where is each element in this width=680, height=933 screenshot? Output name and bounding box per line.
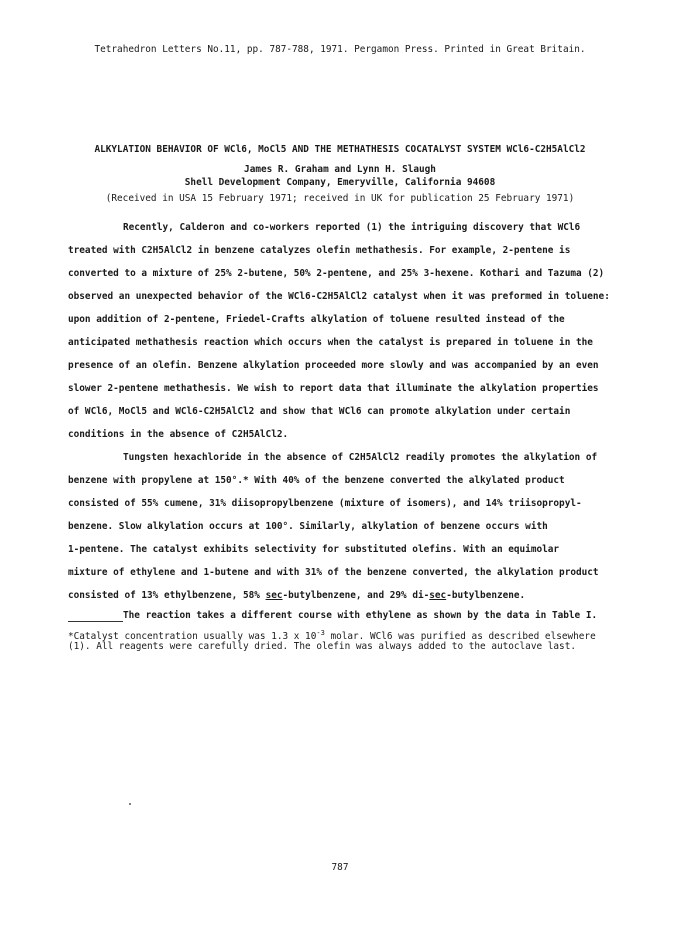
specks-mark <box>129 803 131 805</box>
running-head: Tetrahedron Letters No.11, pp. 787-788, 1971. Pergamon Press. Printed in Great Britain. <box>94 44 586 55</box>
text-run: *Catalyst concentration usually was 1.3 x 10 <box>68 631 317 643</box>
authors: James R. Graham and Lynn H. Slaugh <box>244 164 436 175</box>
received-dates: (Received in USA 15 February 1971; received in UK for publication 25 February 1971) <box>105 193 575 204</box>
body-line <box>68 590 525 602</box>
body-line: slower 2-pentene methathesis. We wish to report data that illuminate the alkylation properties <box>68 383 599 394</box>
footnote-rule <box>68 621 123 622</box>
italic-term: sec <box>265 590 283 601</box>
body-line: of WCl6, MoCl5 and WCl6-C2H5AlCl2 and show that WCl6 can promote alkylation under certain <box>68 406 571 417</box>
body-line: converted to a mixture of 25% 2-butene, 50% 2-pentene, and 25% 3-hexene. Kothari and Tazuma (2) <box>68 268 605 279</box>
superscript: -3 <box>316 629 325 637</box>
body-line: anticipated methathesis reaction which occurs when the catalyst is prepared in toluene in the <box>68 337 593 348</box>
footnote-line: (1). All reagents were carefully dried. The olefin was always added to the autoclave last. <box>68 641 576 652</box>
body-line: presence of an olefin. Benzene alkylation proceeded more slowly and was accompanied by an even <box>68 360 599 371</box>
page-number: 787 <box>331 862 349 873</box>
affiliation: Shell Development Company, Emeryville, California 94608 <box>184 177 496 188</box>
body-line: treated with C2H5AlCl2 in benzene catalyzes olefin methathesis. For example, 2-pentene is <box>68 245 571 256</box>
body-line: mixture of ethylene and 1-butene and with 31% of the benzene converted, the alkylation product <box>68 567 599 578</box>
body-line: observed an unexpected behavior of the WCl6-C2H5AlCl2 catalyst when it was preformed in toluene: <box>68 291 610 302</box>
text-run: -butylbenzene. <box>446 590 526 601</box>
text-run: consisted of 13% ethylbenzene, 58% <box>68 590 266 601</box>
text-run: -butylbenzene, and 29% di- <box>282 590 430 601</box>
text-run: molar. WCl6 was purified as described elsewhere <box>324 631 596 643</box>
body-line: 1-pentene. The catalyst exhibits selectivity for substituted olefins. With an equimolar <box>68 544 560 555</box>
paragraph-3: The reaction takes a different course with ethylene as shown by the data in Table I. <box>123 610 598 621</box>
body-line: conditions in the absence of C2H5AlCl2. <box>68 429 289 440</box>
italic-term: sec <box>429 590 447 601</box>
body-line: upon addition of 2-pentene, Friedel-Crafts alkylation of toluene resulted instead of the <box>68 314 565 325</box>
body-line: consisted of 55% cumene, 31% diisopropylbenzene (mixture of isomers), and 14% triisopropyl- <box>68 498 582 509</box>
body-line: Tungsten hexachloride in the absence of C2H5AlCl2 readily promotes the alkylation of <box>123 452 598 463</box>
body-line: Recently, Calderon and co-workers reported (1) the intriguing discovery that WCl6 <box>123 222 581 233</box>
body-line: benzene with propylene at 150°.* With 40% of the benzene converted the alkylated product <box>68 475 565 486</box>
body-line: benzene. Slow alkylation occurs at 100°. Similarly, alkylation of benzene occurs with <box>68 521 548 532</box>
article-title: ALKYLATION BEHAVIOR OF WCl6, MoCl5 AND THE METHATHESIS COCATALYST SYSTEM WCl6-C2H5AlCl2 <box>94 144 586 155</box>
